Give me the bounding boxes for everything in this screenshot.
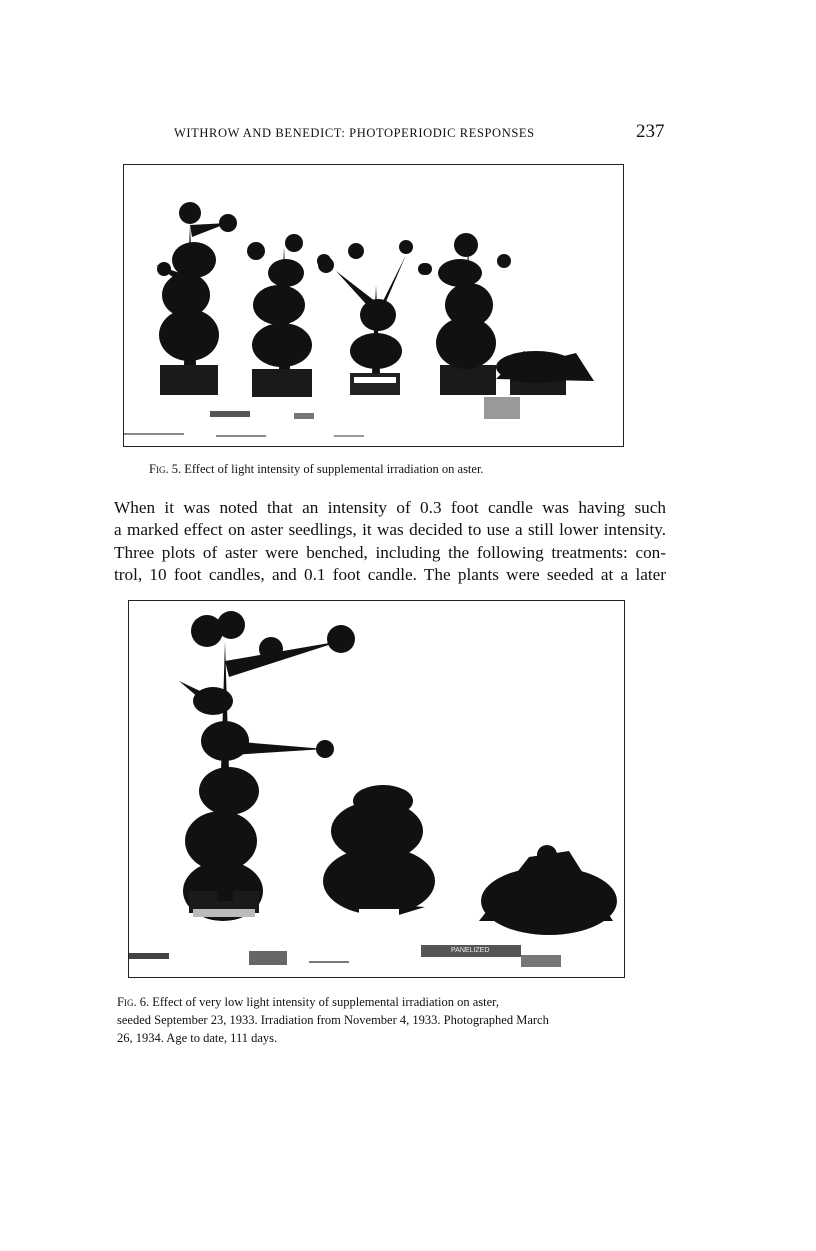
body-line-2: a marked effect on aster seedlings, it was decided to use a still lower intensity.	[114, 520, 666, 540]
aster-comparison-illustration	[129, 601, 624, 977]
figure-6-caption-line-1	[117, 993, 669, 1011]
aster-plant-5	[496, 351, 594, 395]
figure-5-label: Fig. 5.	[149, 462, 182, 476]
body-line-3: Three plots of aster were benched, including the following treatments: con-	[114, 542, 666, 562]
figure-5-photo	[123, 164, 624, 447]
pot-label-text: PANELIZED	[451, 947, 490, 954]
figure-6-label: Fig. 6.	[117, 995, 150, 1009]
body-paragraph	[114, 497, 666, 586]
aster-0-1fc-plant	[479, 845, 617, 935]
aster-plant-2	[247, 234, 331, 397]
body-line-4: trol, 10 foot candles, and 0.1 foot candle. The plants were seeded at a later	[114, 564, 666, 584]
figure-5-caption-text: Effect of light intensity of supplemental irradiation on aster.	[184, 462, 484, 476]
aster-plant-1	[156, 202, 237, 395]
running-head: WITHROW AND BENEDICT: PHOTOPERIODIC RESPONSES	[174, 126, 535, 140]
body-line-1: When it was noted that an intensity of 0.3 foot candle was having such	[114, 498, 666, 517]
aster-10fc-plant	[323, 785, 435, 923]
figure-6-caption-line-3: 26, 1934. Age to date, 111 days.	[117, 1031, 278, 1045]
figure-6-caption	[117, 993, 669, 1047]
figure-6-caption-line-2: seeded September 23, 1933. Irradiation from November 4, 1933. Photographed March	[117, 1013, 549, 1027]
aster-plant-3	[318, 240, 430, 395]
page-number: 237	[636, 121, 665, 142]
figure-6-caption-line-1-text: Effect of very low light intensity of supplemental irradiation on aster,	[152, 995, 499, 1009]
figure-5-caption	[149, 460, 629, 478]
figure-6-photo	[128, 600, 625, 978]
aster-plants-illustration	[124, 165, 623, 446]
